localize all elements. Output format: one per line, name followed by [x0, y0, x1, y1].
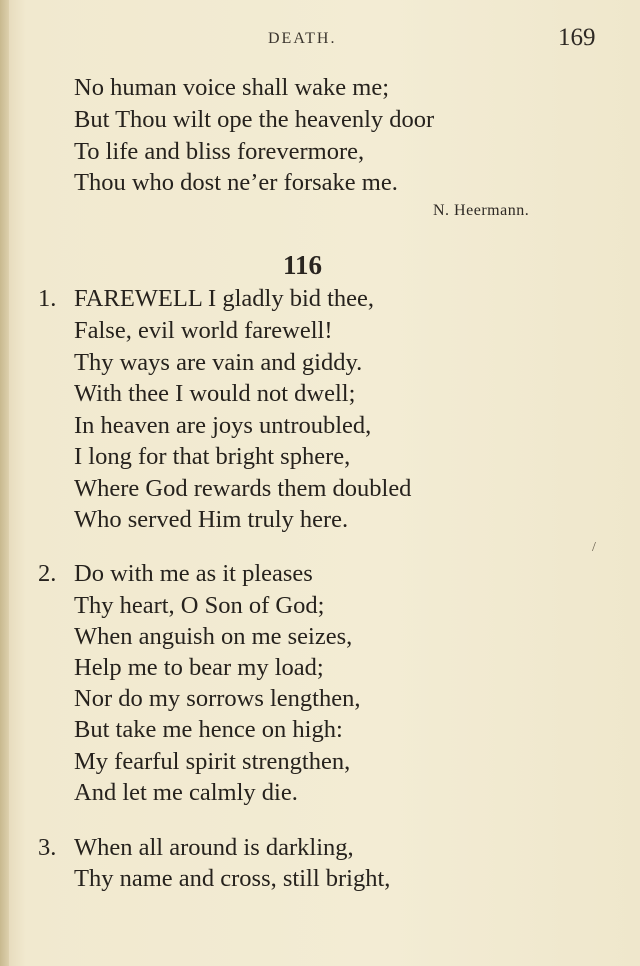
prev-hymn-line: To life and bliss forevermore, — [74, 138, 365, 165]
stanza-line: Who served Him truly here. — [74, 506, 349, 533]
stanza-number: 3. — [38, 834, 57, 861]
page-gutter — [0, 0, 9, 966]
stanza-line: Nor do my sorrows lengthen, — [74, 685, 361, 712]
stanza-number: 1. — [38, 285, 57, 312]
stanza-line: But take me hence on high: — [74, 716, 343, 743]
stanza-line: When anguish on me seizes, — [74, 623, 353, 650]
stanza-line: Thy ways are vain and giddy. — [74, 349, 363, 376]
page-number: 169 — [558, 24, 596, 51]
stanza-line: With thee I would not dwell; — [74, 380, 356, 407]
stanza-line: Thy heart, O Son of God; — [74, 592, 325, 619]
stanza-line: When all around is darkling, — [74, 834, 354, 861]
paper-speck: / — [592, 540, 596, 555]
stanza-line: I long for that bright sphere, — [74, 443, 351, 470]
stanza-line: Do with me as it pleases — [74, 560, 313, 587]
stanza-line: And let me calmly die. — [74, 779, 298, 806]
stanza-line: Thy name and cross, still bright, — [74, 865, 391, 892]
stanza-line: FAREWELL I gladly bid thee, — [74, 285, 375, 312]
stanza-line: Where God rewards them doubled — [74, 475, 412, 502]
hymn-number: 116 — [283, 250, 323, 280]
prev-hymn-line: But Thou wilt ope the heavenly door — [74, 106, 435, 133]
stanza-line: Help me to bear my load; — [74, 654, 324, 681]
prev-hymn-line: No human voice shall wake me; — [74, 74, 390, 101]
stanza-line: False, evil world farewell! — [74, 317, 333, 344]
author-attribution: N. Heermann. — [433, 202, 530, 219]
running-title: DEATH. — [268, 30, 337, 47]
stanza-line: My fearful spirit strengthen, — [74, 748, 351, 775]
prev-hymn-line: Thou who dost ne’er forsake me. — [74, 169, 398, 196]
stanza-number: 2. — [38, 560, 57, 587]
stanza-line: In heaven are joys untroubled, — [74, 412, 372, 439]
